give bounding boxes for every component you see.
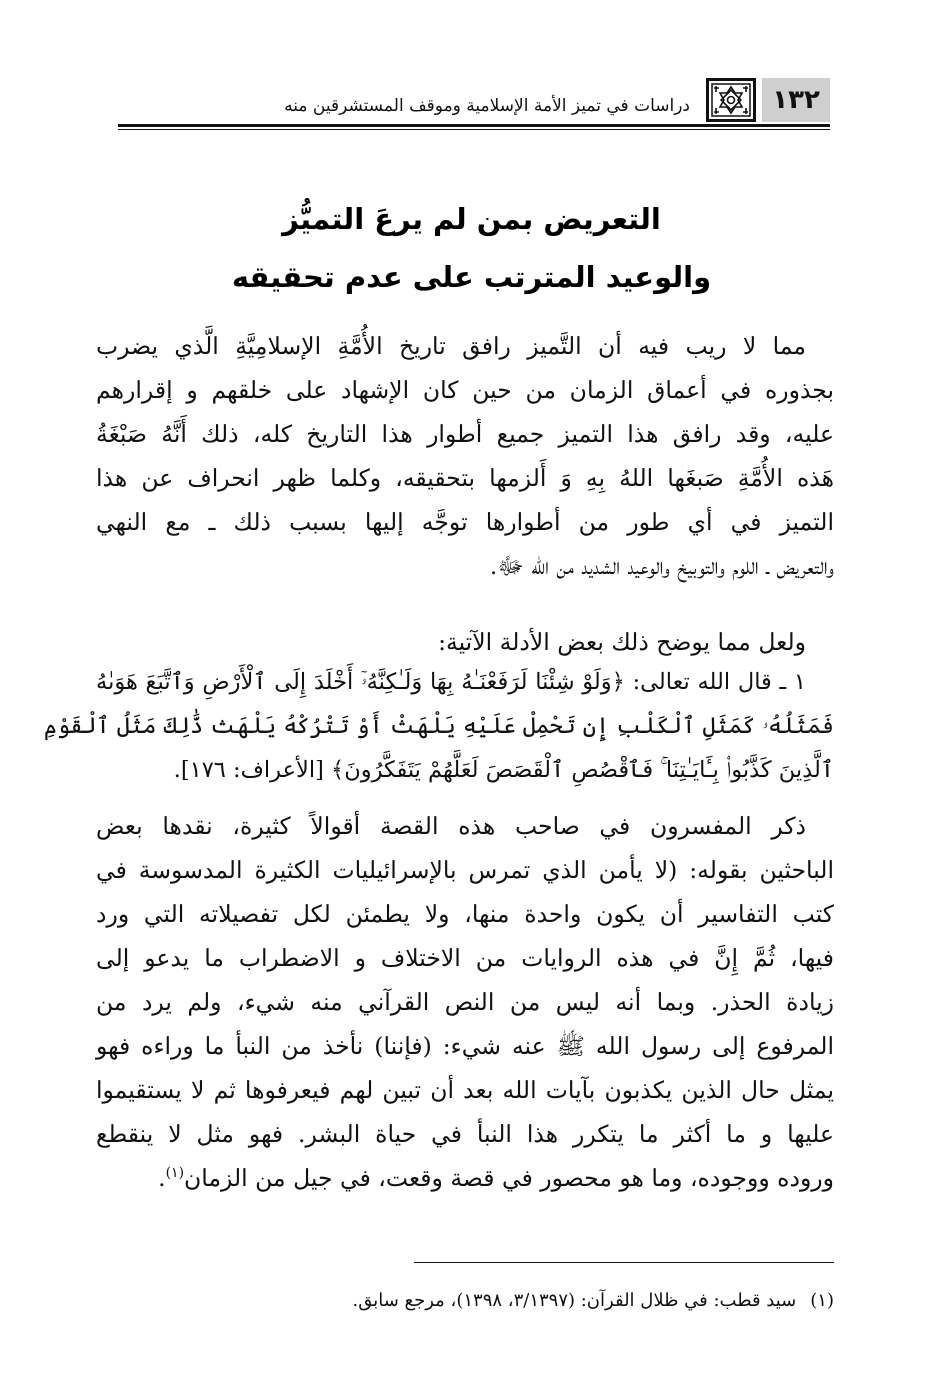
paragraph-evidence-intro [96,620,834,664]
running-header [118,78,830,128]
paragraph-commentary [96,804,834,1200]
text-line: هَذه الأُمَّةِ صَبغَها اللهُ بِهِ وَ أَلزمها بتحقيقه، وكلما ظهر انحراف عن هذا [96,464,834,492]
text-line: كتب التفاسير أن يكون واحدة منها، ولا يطمئن لكل تفصيلاته التي ورد [96,900,834,928]
text-line: ذكر المفسرون في صاحب هذه القصة أقوالاً كثيرة، نقدها بعض [96,812,806,840]
footnote-marker: (١) [810,1290,834,1311]
text-line: التميز في أي طور من أطوارها توجَّه إليها بسبب ذلك ـ مع النهي [96,508,834,536]
header-rule [118,124,830,127]
ornament-icon [706,78,756,122]
sentence-end: . [158,1164,166,1192]
page-number-box [762,78,830,122]
text-line: المرفوع إلى رسول الله ﷺ عنه شيء: (فإننا) نأخذ من النبأ ما وراءه فهو [96,1032,834,1060]
text-line-content: وروده ووجوده، وما هو محصور في قصة وقعت، في جيل من الزمان [184,1164,834,1192]
text-line: زيادة الحذر. وبما أنه ليس من النص القرآني منه شيء، ولم يرد من [96,988,834,1016]
footnote-reference[interactable]: (١) [165,1165,185,1182]
page-number: ١٣٢ [772,85,820,115]
text-line: ولعل مما يوضح ذلك بعض الأدلة الآتية: [438,628,806,656]
text-line-last [96,1156,834,1200]
header-rule-thin [118,129,830,130]
paragraph-intro [96,324,834,588]
text-line: يمثل حال الذين يكذبون بآيات الله بعد أن تبين لهم فيعرفوها ثم لا يستقيموا [96,1076,834,1104]
running-title: دراسات في تميز الأمة الإسلامية وموقف المستشرقين منه [284,96,690,116]
text-line: عليها و ما أكثر ما يتكرر هذا النبأ في حياة البشر. فهو مثل لا ينقطع [96,1120,834,1148]
footnote-text: سيد قطب: في ظلال القرآن: (٣/١٣٩٧، ١٣٩٨)، مرجع سابق. [352,1290,797,1311]
text-line: فيها، ثُمَّ إِنَّ في هذه الروايات من الاختلاف و الاضطراب ما يدعو إلى [96,944,834,972]
evidence-item-1 [43,660,834,792]
quran-verse-line: فَمَثَلُهُۥ كَمَثَلِ ٱلْكَلْبِ إِن تَحْمِلْ عَلَيْهِ يَلْهَثْ أَوْ تَتْرُكْهُ يَلْهَث ذَّٰلِكَ مَثَلُ ٱلْقَوْمِ [43,713,834,739]
section-title-line-1: التعريض بمن لم يرعَ التميُّز [282,202,661,236]
quran-verse-line: ١ ـ قال الله تعالى: ﴿وَلَوْ شِئْنَا لَرَفَعْنَـٰهُ بِهَا وَلَـٰكِنَّهُۥٓ أَخْلَدَ إِلَى ٱلْأَرْضِ وَٱتَّبَعَ هَوَىٰهُ [96,669,806,695]
text-line: والتعريض ـ اللوم والتوبيخ والوعيد الشديد من الله ﷻ. [489,552,834,580]
text-line: الباحثين بقوله: (لا يأمن الذي تمرس بالإسرائيليات الكثيرة المدسوسة في [96,856,834,884]
text-line: عليه، وقد رافق هذا التميز جميع أطوار هذا التاريخ كله، ذلك أَنَّهُ صَبْغَةُ [96,420,834,448]
text-line: بجذوره في أعماق الزمان من حين كان الإشهاد على خلقهم و إقرارهم [96,376,834,404]
footnote-separator [414,1262,834,1263]
footnote [100,1290,834,1311]
text-line: مما لا ريب فيه أن التَّميز رافق تاريخ الأُمَّةِ الإسلامِيَّةِ الَّذي يضرب [96,332,806,360]
section-title-line-2: والوعيد المترتب على عدم تحقيقه [231,260,712,294]
quran-verse-line: ٱلَّذِينَ كَذَّبُوا۟ بِـَٔايَـٰتِنَا ۚ فَٱقْصُصِ ٱلْقَصَصَ لَعَلَّهُمْ يَتَفَكَّرُونَ﴾ [الأعراف: ١٧٦]. [173,757,834,783]
